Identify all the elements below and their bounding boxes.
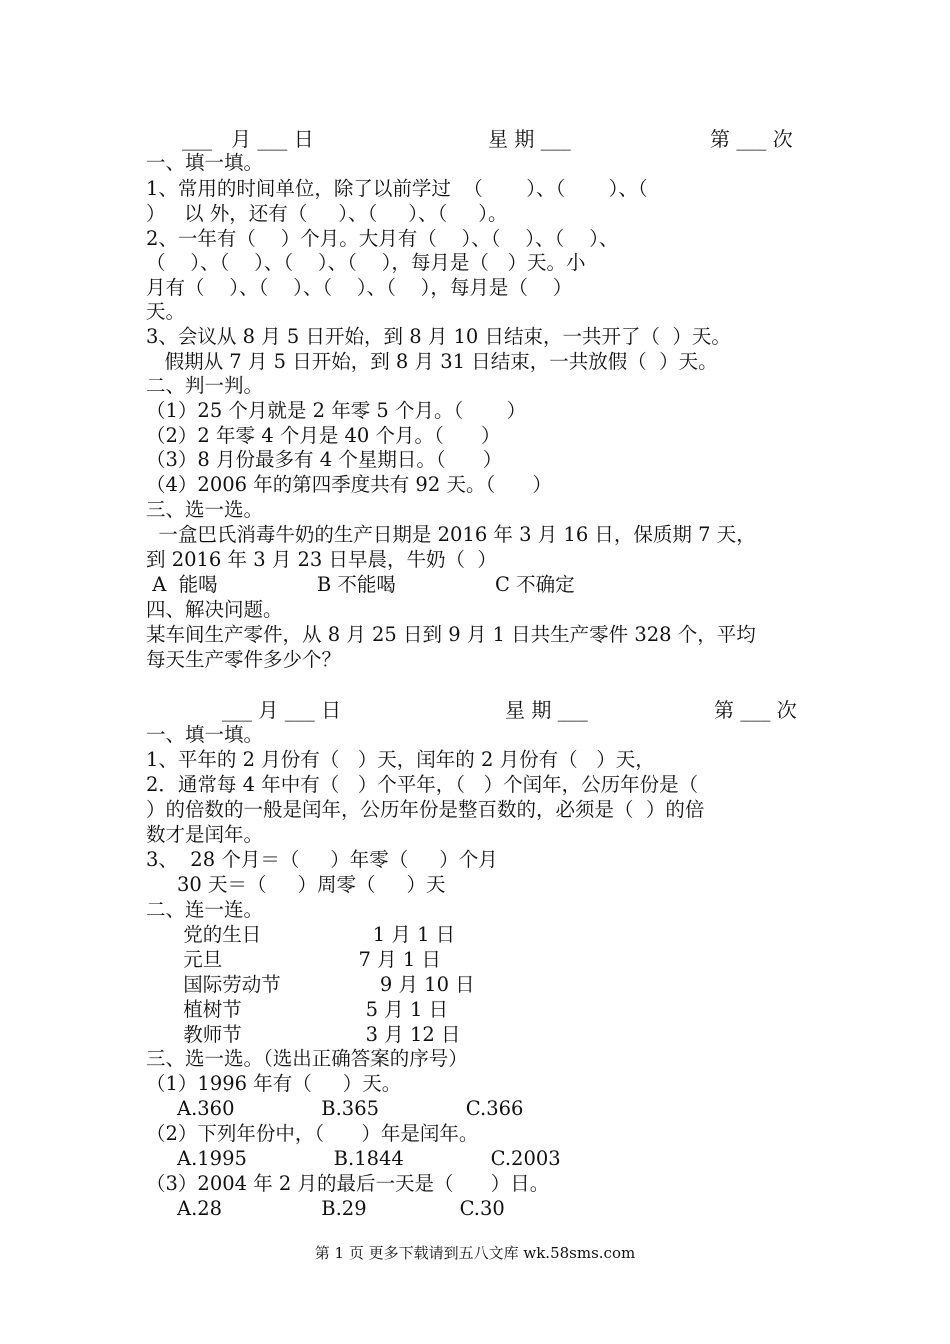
section1-q1-line1: 1、常用的时间单位，除了以前学过 （ ）、（ ）、（ [146, 177, 648, 200]
section2-choose-q3: （3）2004 年 2 月的最后一天是（ ）日。 [146, 1172, 550, 1195]
section1-q2-line2: （ ）、（ ）、（ ）、（ ），每月是（ ）天。小 [146, 251, 586, 274]
section2-choose-q1-options: A.360 B.365 C.366 [146, 1097, 524, 1120]
section1-choose-q-line2: 到 2016 年 3 月 23 日早晨，牛奶（ ） [146, 548, 497, 571]
section1-q2-line1: 2、一年有（ ）个月。大月有（ ）、（ ）、（ ）、 [146, 227, 619, 250]
section2-q2-line2: ）的倍数的一般是闰年，公历年份是整百数的，必须是（ ）的倍 [146, 798, 705, 821]
section2-weekday-field: 星 期 ___ [505, 698, 588, 722]
section1-judge-1: （1）25 个月就是 2 年零 5 个月。（ ） [146, 399, 527, 422]
section1-heading-choose: 三、选一选。 [146, 498, 264, 521]
section1-solve-line1: 某车间生产零件，从 8 月 25 日到 9 月 1 日共生产零件 328 个，平均 [146, 623, 756, 646]
section1-judge-4: （4）2006 年的第四季度共有 92 天。（ ） [146, 473, 552, 496]
section1-q2-line4: 天。 [146, 300, 186, 323]
section2-heading-fill: 一、填一填。 [146, 723, 264, 746]
section2-choose-q3-options: A.28 B.29 C.30 [146, 1197, 505, 1220]
section2-connect-row-1: 党的生日 1 月 1 日 [146, 923, 456, 946]
section2-choose-q2: （2）下列年份中，（ ）年是闰年。 [146, 1122, 479, 1145]
section2-q2-line1: 2．通常每 4 年中有（ ）个平年，（ ）个闰年，公历年份是（ [146, 773, 699, 796]
section2-connect-row-4: 植树节 5 月 1 日 [146, 998, 449, 1021]
section1-choose-options: A 能喝 B 不能喝 C 不确定 [146, 573, 575, 596]
section1-count-field: 第 ___ 次 [710, 127, 793, 151]
section2-choose-q1: （1）1996 年有（ ）天。 [146, 1072, 402, 1095]
section2-connect-row-5: 教师节 3 月 12 日 [146, 1023, 461, 1046]
section1-heading-judge: 二、判一判。 [146, 374, 264, 397]
section1-heading-solve: 四、解决问题。 [146, 598, 283, 621]
section2-connect-row-3: 国际劳动节 9 月 10 日 [146, 973, 475, 996]
section1-weekday-field: 星 期 ___ [488, 127, 571, 151]
section2-heading-connect: 二、连一连。 [146, 898, 264, 921]
section1-judge-3: （3）8 月份最多有 4 个星期日。（ ） [146, 448, 503, 471]
section2-choose-q2-options: A.1995 B.1844 C.2003 [146, 1147, 561, 1170]
section1-q1-line2: ） 以 外，还有（ ）、（ ）、（ ）。 [146, 202, 508, 225]
section1-q3-line2: 假期从 7 月 5 日开始，到 8 月 31 日结束，一共放假（ ）天。 [146, 350, 718, 373]
section2-date-field: ___ 月 ___ 日 [222, 698, 342, 722]
section1-heading-fill: 一、填一填。 [146, 151, 264, 174]
section1-date-field: ___ 月 ___ 日 [182, 127, 314, 151]
section2-q3-line1: 3、 28 个月＝（ ）年零（ ）个月 [146, 848, 498, 871]
section1-solve-line2: 每天生产零件多少个？ [146, 648, 342, 671]
section2-q2-line3: 数才是闰年。 [146, 823, 264, 846]
section1-judge-2: （2）2 年零 4 个月是 40 个月。（ ） [146, 424, 501, 447]
section2-count-field: 第 ___ 次 [714, 698, 797, 722]
section2-q3-line2: 30 天＝（ ）周零（ ）天 [146, 873, 446, 896]
section1-choose-q-line1: 一盒巴氏消毒牛奶的生产日期是 2016 年 3 月 16 日，保质期 7 天， [146, 523, 756, 546]
page-footer: 第 1 页 更多下载请到五八文库 wk.58sms.com [314, 1244, 636, 1262]
section1-q3-line1: 3、会议从 8 月 5 日开始，到 8 月 10 日结束，一共开了（ ）天。 [146, 325, 731, 348]
section2-heading-choose: 三、选一选。（选出正确答案的序号） [146, 1047, 468, 1070]
section2-connect-row-2: 元旦 7 月 1 日 [146, 948, 441, 971]
section1-q2-line3: 月有（ ）、（ ）、（ ）、（ ），每月是（ ） [146, 276, 573, 299]
section2-q1: 1、平年的 2 月份有（ ）天，闰年的 2 月份有（ ）天， [146, 748, 655, 771]
